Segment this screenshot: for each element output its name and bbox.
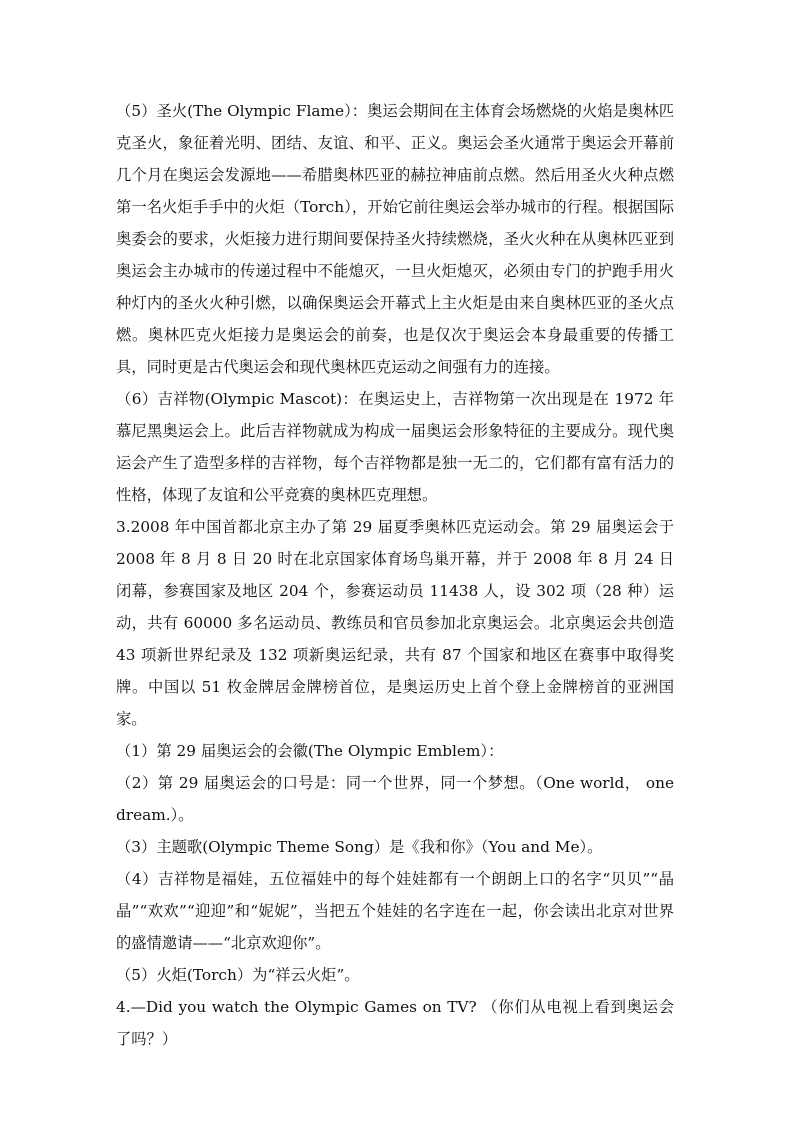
paragraph-olympic-flame: （5）圣火(The Olympic Flame）：奥运会期间在主体育会场燃烧的火焰是奥林匹克圣火，象征着光明、团结、友谊、和平、正义。奥运会圣火通常于奥运会开幕前几个月在奥运会发源地——希腊奥林匹亚的赫拉神庙前点燃。然后用圣火火种点燃第一名火炬手手中的火炬（Torch），开始它前往奥运会举办城市的行程。根据国际奥委会的要求，火炬接力进行期间要保持圣火持续燃烧，圣火火种在从奥林匹亚到奥运会主办城市的传递过程中不能熄灭，一旦火炬熄灭，必须由专门的护跑手用火种灯内的圣火火种引燃，以确保奥运会开幕式上主火炬是由来自奥林匹亚的圣火点燃。奥林匹克火炬接力是奥运会的前奏，也是仅次于奥运会本身最重要的传播工具，同时更是古代奥运会和现代奥林匹克运动之间强有力的连接。: [116, 102, 674, 376]
paragraph-theme-song: （3）主题歌(Olympic Theme Song）是《我和你》（You and Me）。: [116, 838, 603, 856]
paragraph-slogan: （2）第 29 届奥运会的口号是：同一个世界，同一个梦想。（One world， one dream.）。: [116, 774, 674, 824]
paragraph-dialogue: 4.—Did you watch the Olympic Games on TV? （你们从电视上看到奥运会了吗？）: [116, 998, 674, 1048]
paragraph-olympic-mascot: （6）吉祥物(Olympic Mascot)：在奥运史上，吉祥物第一次出现是在 1972 年慕尼黑奥运会上。此后吉祥物就成为构成一届奥运会形象特征的主要成分。现代奥运会产生了造型多样的吉祥物，每个吉祥物都是独一无二的，它们都有富有活力的性格，体现了友谊和公平竞赛的奥林匹克理想。: [116, 390, 674, 504]
paragraph-beijing-2008: 3.2008 年中国首都北京主办了第 29 届夏季奥林匹克运动会。第 29 届奥运会于 2008 年 8 月 8 日 20 时在北京国家体育场鸟巢开幕，并于 2008 年 8 月 24 日闭幕，参赛国家及地区 204 个，参赛运动员 11438 人，设 302 项（28 种）运动，共有 60000 多名运动员、教练员和官员参加北京奥运会。北京奥运会共创造 43 项新世界纪录及 132 项新奥运纪录，共有 87 个国家和地区在赛事中取得奖牌。中国以 51 枚金牌居金牌榜首位，是奥运历史上首个登上金牌榜首的亚洲国家。: [116, 518, 674, 728]
paragraph-torch: （5）火炬(Torch）为“祥云火炬”。: [116, 966, 360, 984]
paragraph-emblem: （1）第 29 届奥运会的会徽(The Olympic Emblem）：: [116, 742, 504, 760]
document-body: [116, 95, 674, 1055]
paragraph-fuwa-mascot: （4）吉祥物是福娃，五位福娃中的每个娃娃都有一个朗朗上口的名字“贝贝”“晶晶”“欢欢”“迎迎”和“妮妮”，当把五个娃娃的名字连在一起，你会读出北京对世界的盛情邀请——“北京欢迎你”。: [116, 870, 674, 952]
